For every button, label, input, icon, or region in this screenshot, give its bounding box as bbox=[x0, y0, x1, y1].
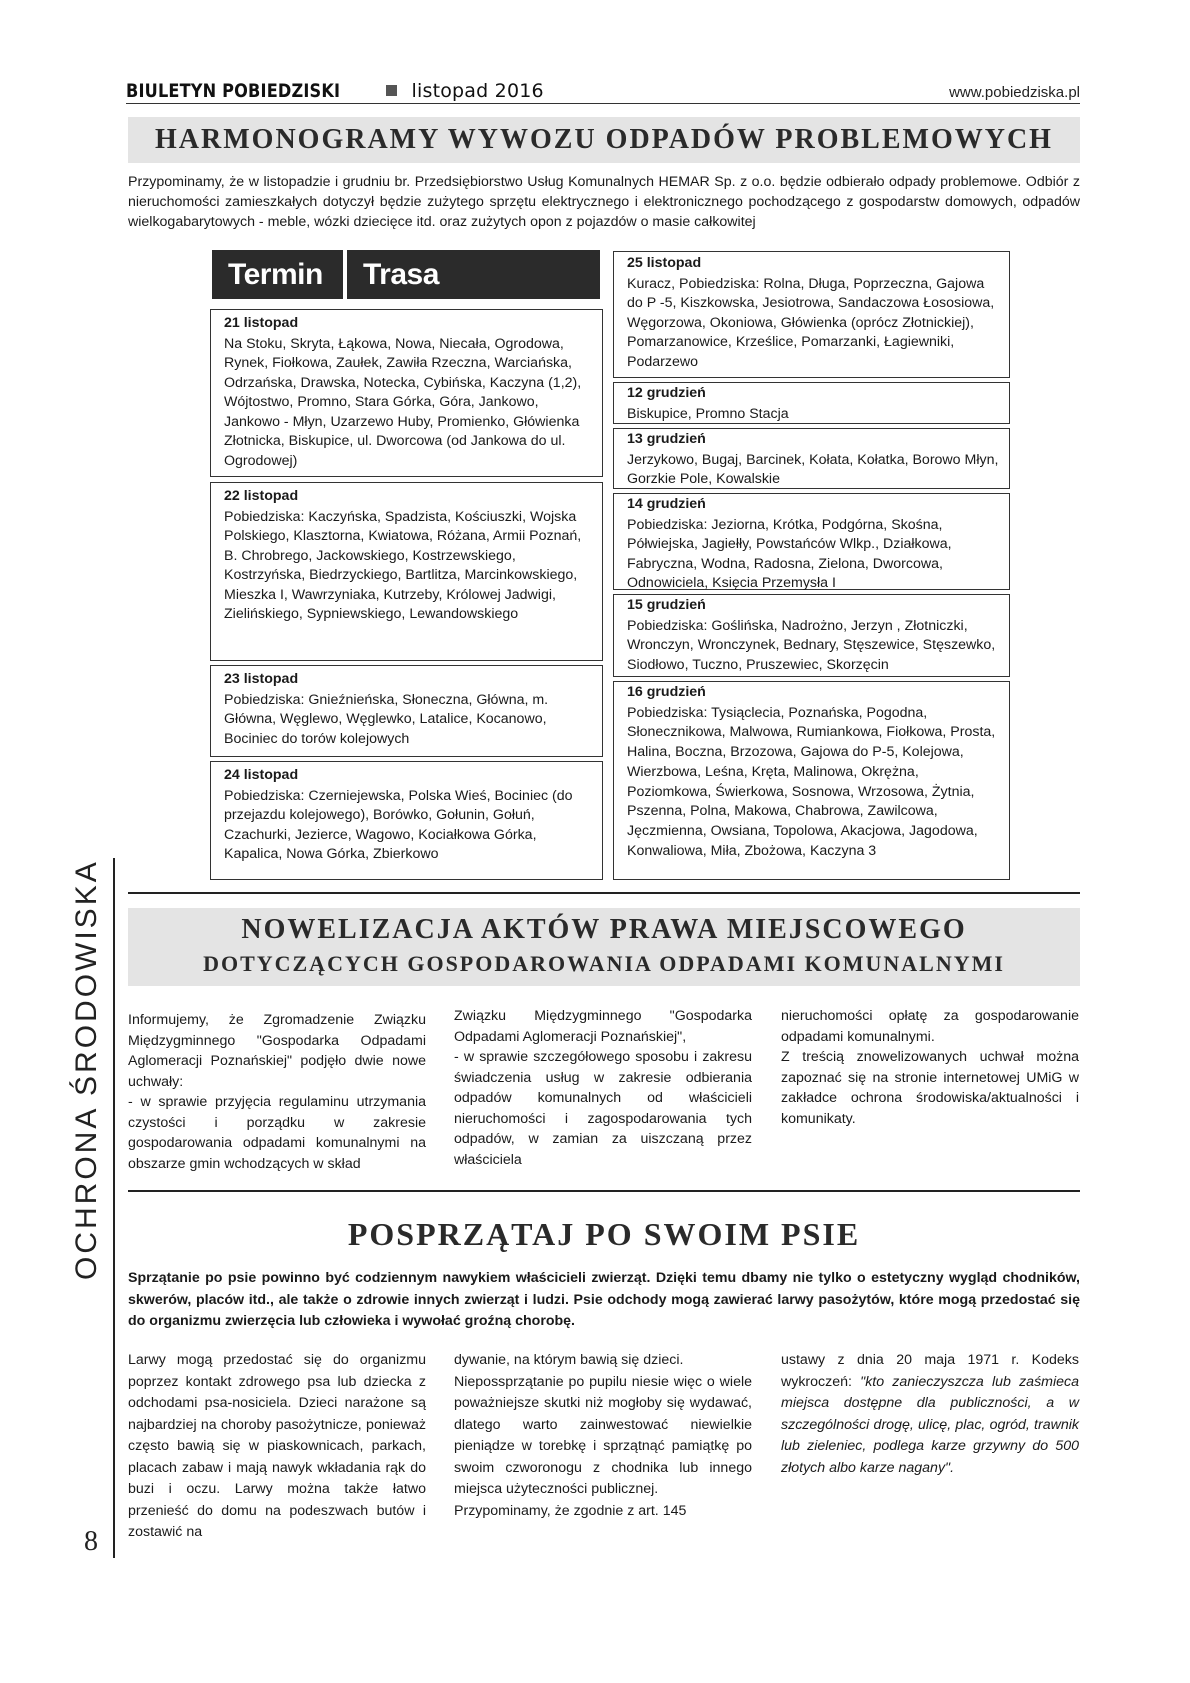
schedule-date: 21 listopad bbox=[224, 315, 299, 331]
nowelizacja-subtitle: DOTYCZĄCYCH GOSPODAROWANIA ODPADAMI KOMUNALNYMI bbox=[203, 951, 1005, 976]
schedule-date: 14 grudzień bbox=[627, 496, 706, 512]
schedule-date: 25 listopad bbox=[627, 255, 702, 271]
article-column: Larwy mogą przedostać się do organizmu poprzez kontakt zdrowego psa lub dziecka z odchodami psa-nosiciela. Dzieci narażone są najbardziej na choroby pasożytnicze, ponieważ często bawią się w piaskownicach, parkach, placach zabaw i mają nawyk wkładania rąk do buzi i oczu. Larwy można także łatwo przenieść do domu na podeszwach butów i zostawić na bbox=[128, 1352, 426, 1540]
posprzataj-title: POSPRZĄTAJ PO SWOIM PSIE bbox=[347, 1216, 861, 1252]
schedule-entry bbox=[210, 482, 603, 661]
schedule-route: Kuracz, Pobiedziska: Rolna, Długa, Poprzeczna, Gajowa do P -5, Kiszkowska, Jesiotrowa, Sandaczowa Łososiowa, Węgorzowa, Okoniowa, Główienka (oprócz Złotnickiej), Pomarzanowice, Krześlice, Pomarzanki, Łagiewniki, Podarzewo bbox=[627, 275, 995, 370]
schedule-entry bbox=[210, 309, 603, 477]
schedule-route: Pobiedziska: Jeziorna, Krótka, Podgórna, Skośna, Półwiejska, Jagiełły, Powstańców Wlkp., Działkowa, Fabryczna, Wodna, Radosna, Zielona, Dworcowa, Odnowiciela, Księcia Przemysła I bbox=[627, 516, 952, 591]
schedule-route: Pobiedziska: Kaczyńska, Spadzista, Kościuszki, Wojska Polskiego, Klasztorna, Kwiatowa, Różana, Armii Poznań, B. Chrobrego, Jackowskiego, Kostrzewskiego, Kostrzyńska, Biedrzyckiego, Bartlitza, Marcinkowskiego, Mieszka I, Wawrzyniaka, Kutrzeby, Królowej Jadwigi, Zielińskiego, Sypniewskiego, Lewandowskiego bbox=[224, 508, 582, 622]
schedule-route: Na Stoku, Skryta, Łąkowa, Nowa, Niecała, Ogrodowa, Rynek, Fiołkowa, Zaułek, Zawiła Rzeczna, Warciańska, Odrzańska, Drawska, Notecka, Cybińska, Kaczyna (1,2), Wójtostwo, Promno, Stara Górka, Góra, Jankowo, Jankowo - Młyn, Uzarzewo Huby, Promienko, Główienka Złotnicka, Biskupice, ul. Dworcowa (od Jankowa do ul. Ogrodowej) bbox=[224, 335, 582, 469]
nowelizacja-title: NOWELIZACJA AKTÓW PRAWA MIEJSCOWEGO bbox=[241, 914, 967, 945]
article-column: nieruchomości opłatę za gospodarowanie odpadami komunalnymi. Z treścią znowelizowanych uchwał można zapoznać się na stronie internetowej UMiG w zakładce ochrona środowiska/aktualności i komunikaty. bbox=[781, 1008, 1079, 1127]
schedule-date: 16 grudzień bbox=[627, 684, 706, 700]
article-column: Związku Międzygminnego "Gospodarka Odpadami Aglomeracji Poznańskiej", - w sprawie szczegółowego sposobu i zakresu świadczenia usług w zakresie odbierania odpadów komunalnych od właścicieli nieruchomości i zagospodarowania tych odpadów, w zamian za uiszczaną przez właściciela bbox=[454, 1008, 752, 1168]
page-number: 8 bbox=[84, 1526, 98, 1557]
harmonogram-title: HARMONOGRAMY WYWOZU ODPADÓW PROBLEMOWYCH bbox=[155, 124, 1053, 155]
header-divider bbox=[126, 103, 1080, 104]
column-header-termin: Termin bbox=[212, 250, 343, 299]
article-column: dywanie, na którym bawią się dzieci. Niepossprzątanie po pupilu niesie więc o wiele poważniejsze skutki niż mogłoby się wydawać, dlatego warto zainwestować niewielkie pieniądze w torebkę i sprzątnąć pamiątkę po swoim czworonogu z chodnika lub innego miejsca użyteczności publicznej. Przypominamy, że zgodnie z art. 145 bbox=[454, 1352, 752, 1519]
publication-title: BIULETYN POBIEDZISKI bbox=[126, 80, 341, 102]
schedule-entry bbox=[210, 761, 603, 880]
article-text: ustawy z dnia 20 maja 1971 r. Kodeks wykroczeń: bbox=[781, 1352, 1079, 1390]
schedule-date: 24 listopad bbox=[224, 767, 299, 783]
schedule-entry bbox=[613, 493, 1010, 590]
section-side-label: OCHRONA ŚRODOWISKA bbox=[70, 859, 103, 1280]
schedule-route: Jerzykowo, Bugaj, Barcinek, Kołata, Kołatka, Borowo Młyn, Gorzkie Pole, Kowalskie bbox=[627, 451, 999, 487]
harmonogram-intro: Przypominamy, że w listopadzie i grudniu br. Przedsiębiorstwo Usług Komunalnych HEMAR Sp. z o.o. będzie odbierało odpady problemowe. Odbiór z nieruchomości zamieszkałych dotyczył będzie zużytego sprzętu elektrycznego i elektronicznego pochodzącego z gospodarstw domowych, odpadów wielkogabarytowych - meble, wózki dziecięce itd. oraz zużytych opon z pojazdów o masie całkowitej bbox=[128, 174, 1080, 230]
schedule-date: 23 listopad bbox=[224, 671, 299, 687]
article-column: Informujemy, że Zgromadzenie Związku Międzygminnego "Gospodarka Odpadami Aglomeracji Poznańskiej" podjęło dwie nowe uchwały: - w sprawie przyjęcia regulaminu utrzymania czystości i porządku w zakresie gospodarowania odpadami komunalnymi na obszarze gmin wchodzących w skład bbox=[128, 1012, 426, 1172]
schedule-entry bbox=[613, 681, 1010, 880]
schedule-route: Biskupice, Promno Stacja bbox=[627, 405, 789, 422]
law-quote: "kto zanieczyszcza lub zaśmieca miejsca dostępne dla publiczności, a w szczególności drogę, ulicę, plac, ogród, trawnik lub zieleniec, podlega karze grzywny do 500 złotych albo karze nagany". bbox=[781, 1373, 1080, 1476]
website-link[interactable]: www.pobiedziska.pl bbox=[949, 84, 1080, 101]
schedule-entry bbox=[210, 665, 603, 757]
schedule-entry bbox=[613, 594, 1010, 677]
schedule-date: 15 grudzień bbox=[627, 597, 706, 613]
side-divider bbox=[113, 858, 115, 1558]
schedule-date: 13 grudzień bbox=[627, 431, 706, 447]
schedule-date: 12 grudzień bbox=[627, 385, 706, 401]
schedule-entry bbox=[613, 251, 1010, 378]
posprzataj-lead: Sprzątanie po psie powinno być codziennym nawykiem właścicieli zwierząt. Dzięki temu dbamy nie tylko o estetyczny wygląd chodników, skwerów, placów itd., ale także o zdrowie innych zwierząt i ludzi. Psie odchody mogą zawierać larwy pasożytów, które mogą przedostać się do organizmu zwierzęcia lub człowieka i wywołać groźną chorobę. bbox=[128, 1270, 1080, 1329]
publication-header bbox=[126, 80, 544, 102]
schedule-entry bbox=[613, 382, 1010, 424]
schedule-route: Pobiedziska: Czerniejewska, Polska Wieś, Bociniec (do przejazdu kolejowego), Borówko, Gołunin, Gołuń, Czachurki, Jezierce, Wagowo, Kociałkowa Górka, Kapalica, Nowa Górka, Zbierkowo bbox=[224, 787, 573, 862]
schedule-route: Pobiedziska: Goślińska, Nadrożno, Jerzyn , Złotniczki, Wronczyn, Wronczynek, Bednary, Stęszewice, Stęszewko, Siodłowo, Tuczno, Pruszewiec, Skorzęcin bbox=[627, 617, 996, 673]
schedule-route: Pobiedziska: Gnieźnieńska, Słoneczna, Główna, m. Główna, Węglewo, Węglewko, Latalice, Kocanowo, Bociniec do torów kolejowych bbox=[224, 691, 549, 747]
section-divider bbox=[128, 892, 1080, 894]
schedule-route: Pobiedziska: Tysiąclecia, Poznańska, Pogodna, Słonecznikowa, Malwowa, Rumiankowa, Fiołkowa, Prosta, Halina, Boczna, Brzozowa, Gajowa do P-5, Kolejowa, Wierzbowa, Leśna, Kręta, Malinowa, Okrężna, Poziomkowa, Świerkowa, Sosnowa, Wrzosowa, Żytnia, Pszenna, Polna, Makowa, Chabrowa, Zawilcowa, Jęczmienna, Owsiana, Topolowa, Akacjowa, Jagodowa, Konwaliowa, Miła, Zbożowa, Kaczyna 3 bbox=[627, 704, 996, 859]
section-divider bbox=[128, 1190, 1080, 1192]
column-header-trasa: Trasa bbox=[347, 250, 600, 299]
square-bullet-icon bbox=[386, 85, 397, 96]
schedule-date: 22 listopad bbox=[224, 488, 299, 504]
article-column bbox=[781, 1350, 1079, 1479]
schedule-entry bbox=[613, 428, 1010, 489]
issue-date: listopad 2016 bbox=[411, 80, 544, 102]
